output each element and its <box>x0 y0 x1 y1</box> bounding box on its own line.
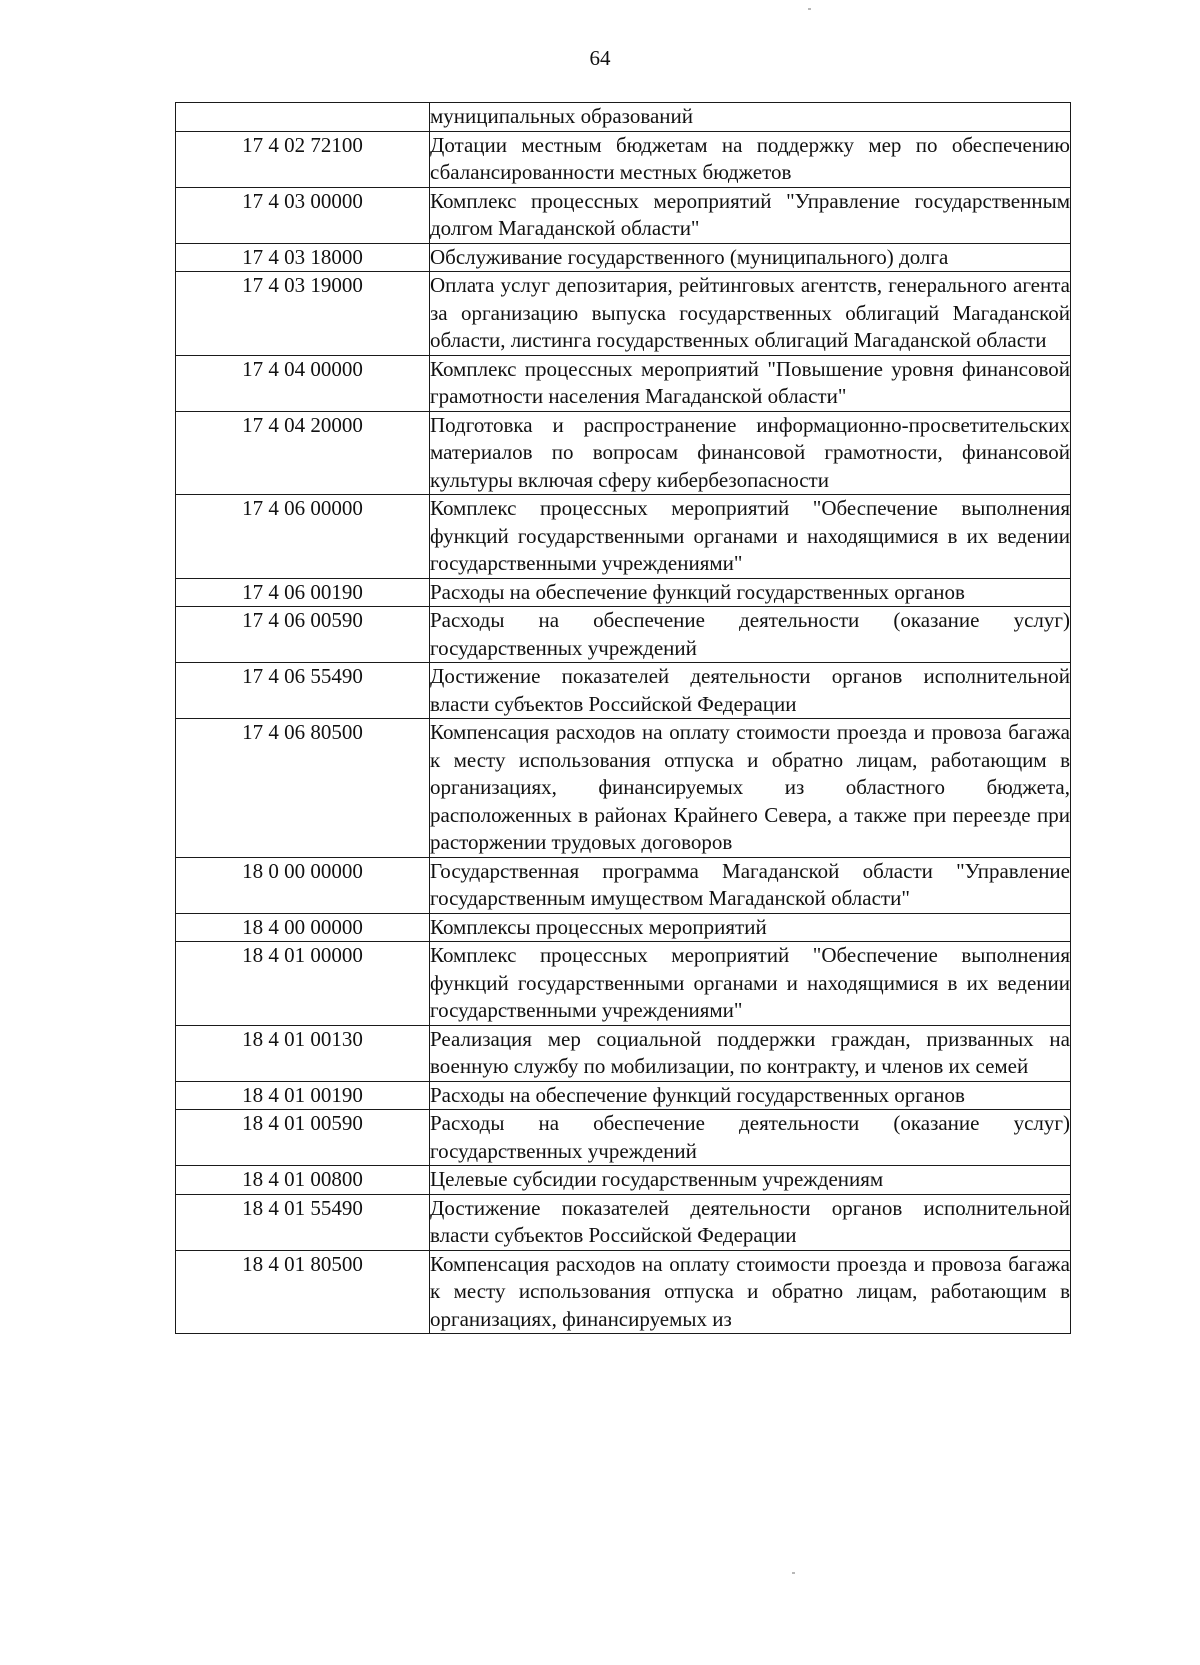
description-cell: Комплексы процессных мероприятий <box>430 913 1071 942</box>
description-cell: Целевые субсидии государственным учреждениям <box>430 1166 1071 1195</box>
description-cell: Комплекс процессных мероприятий "Обеспечение выполнения функций государственными органами и находящимися в их ведении государственными учреждениями" <box>430 495 1071 579</box>
code-cell: 17 4 03 19000 <box>176 272 430 356</box>
description-cell: Комплекс процессных мероприятий "Обеспечение выполнения функций государственными органами и находящимися в их ведении государственными учреждениями" <box>430 942 1071 1026</box>
description-cell: Достижение показателей деятельности органов исполнительной власти субъектов Российской Федерации <box>430 1194 1071 1250</box>
description-cell: Обслуживание государственного (муниципального) долга <box>430 243 1071 272</box>
table-row <box>176 607 1071 663</box>
code-cell: 18 4 01 00000 <box>176 942 430 1026</box>
description-cell: Достижение показателей деятельности органов исполнительной власти субъектов Российской Федерации <box>430 663 1071 719</box>
description-cell: Дотации местным бюджетам на поддержку мер по обеспечению сбалансированности местных бюджетов <box>430 131 1071 187</box>
scan-speck <box>808 8 811 10</box>
table-row <box>176 1110 1071 1166</box>
description-cell: Расходы на обеспечение функций государственных органов <box>430 1081 1071 1110</box>
code-cell: 18 4 01 00130 <box>176 1025 430 1081</box>
description-cell: Подготовка и распространение информационно-просветительских материалов по вопросам финансовой грамотности, финансовой культуры включая сферу кибербезопасности <box>430 411 1071 495</box>
table-row <box>176 1250 1071 1334</box>
description-cell: Расходы на обеспечение функций государственных органов <box>430 578 1071 607</box>
code-cell: 18 4 01 00190 <box>176 1081 430 1110</box>
table-row <box>176 243 1071 272</box>
code-cell: 18 4 01 55490 <box>176 1194 430 1250</box>
code-cell: 18 4 01 00800 <box>176 1166 430 1195</box>
table-row <box>176 1025 1071 1081</box>
description-cell: Расходы на обеспечение деятельности (оказание услуг) государственных учреждений <box>430 607 1071 663</box>
table-row <box>176 1166 1071 1195</box>
description-cell: Компенсация расходов на оплату стоимости проезда и провоза багажа к месту использования отпуска и обратно лицам, работающим в организациях, финансируемых из областного бюджета, расположенных в районах Крайнего Севера, а также при переезде при расторжении трудовых договоров <box>430 719 1071 858</box>
code-cell: 17 4 04 20000 <box>176 411 430 495</box>
code-cell: 17 4 06 00000 <box>176 495 430 579</box>
budget-code-table <box>175 102 1071 1334</box>
table-row <box>176 495 1071 579</box>
table-row <box>176 103 1071 132</box>
table-row <box>176 131 1071 187</box>
description-cell: Государственная программа Магаданской области "Управление государственным имуществом Магаданской области" <box>430 857 1071 913</box>
description-cell: муниципальных образований <box>430 103 1071 132</box>
table-row <box>176 272 1071 356</box>
code-cell: 17 4 03 00000 <box>176 187 430 243</box>
table-row <box>176 187 1071 243</box>
table-row <box>176 1081 1071 1110</box>
code-cell: 17 4 06 00590 <box>176 607 430 663</box>
code-cell: 17 4 06 80500 <box>176 719 430 858</box>
description-cell: Реализация мер социальной поддержки граждан, призванных на военную службу по мобилизации, по контракту, и членов их семей <box>430 1025 1071 1081</box>
code-cell: 18 4 01 80500 <box>176 1250 430 1334</box>
table-row <box>176 719 1071 858</box>
table-row <box>176 355 1071 411</box>
table-row <box>176 857 1071 913</box>
code-cell: 17 4 06 00190 <box>176 578 430 607</box>
code-cell <box>176 103 430 132</box>
code-cell: 18 0 00 00000 <box>176 857 430 913</box>
code-cell: 17 4 04 00000 <box>176 355 430 411</box>
description-cell: Расходы на обеспечение деятельности (оказание услуг) государственных учреждений <box>430 1110 1071 1166</box>
code-cell: 18 4 00 00000 <box>176 913 430 942</box>
table-row <box>176 942 1071 1026</box>
table-row <box>176 578 1071 607</box>
code-cell: 17 4 02 72100 <box>176 131 430 187</box>
table-row <box>176 1194 1071 1250</box>
code-cell: 17 4 03 18000 <box>176 243 430 272</box>
description-cell: Комплекс процессных мероприятий "Управление государственным долгом Магаданской области" <box>430 187 1071 243</box>
table-row <box>176 663 1071 719</box>
table-row <box>176 913 1071 942</box>
description-cell: Комплекс процессных мероприятий "Повышение уровня финансовой грамотности населения Магаданской области" <box>430 355 1071 411</box>
description-cell: Оплата услуг депозитария, рейтинговых агентств, генерального агента за организацию выпуска государственных облигаций Магаданской области, листинга государственных облигаций Магаданской области <box>430 272 1071 356</box>
description-cell: Компенсация расходов на оплату стоимости проезда и провоза багажа к месту использования отпуска и обратно лицам, работающим в организациях, финансируемых из <box>430 1250 1071 1334</box>
table-row <box>176 411 1071 495</box>
scan-speck <box>792 1572 795 1574</box>
code-cell: 18 4 01 00590 <box>176 1110 430 1166</box>
code-cell: 17 4 06 55490 <box>176 663 430 719</box>
page-number: 64 <box>589 46 611 70</box>
